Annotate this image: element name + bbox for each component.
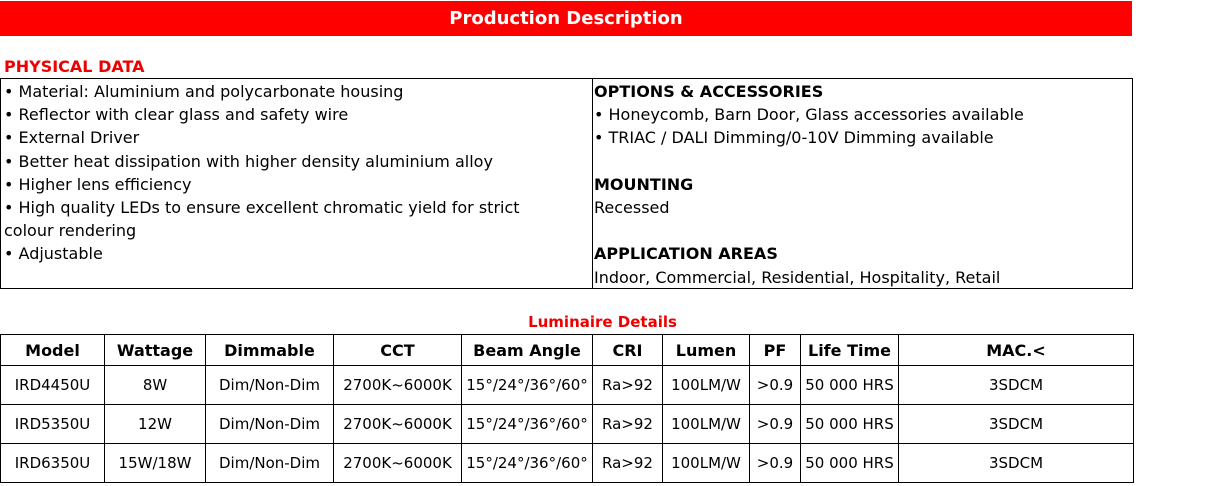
table-cell: 8W	[105, 366, 206, 405]
options-heading: OPTIONS & ACCESSORIES	[594, 82, 824, 101]
physical-data-box	[0, 78, 1133, 289]
table-cell: Dim/Non-Dim	[206, 366, 334, 405]
feature-line: • Reflector with clear glass and safety wire	[4, 105, 349, 125]
table-cell: 2700K~6000K	[334, 444, 462, 483]
feature-line: • High quality LEDs to ensure excellent chromatic yield for strict	[4, 198, 520, 218]
feature-line: • Material: Aluminium and polycarbonate housing	[4, 82, 404, 101]
table-cell: 15°/24°/36°/60°	[462, 366, 593, 405]
table-cell: 15W/18W	[105, 444, 206, 483]
application-heading: APPLICATION AREAS	[594, 244, 778, 264]
table-cell: >0.9	[750, 444, 801, 483]
feature-line: colour rendering	[4, 221, 137, 241]
table-cell: 15°/24°/36°/60°	[462, 444, 593, 483]
table-cell: 50 000 HRS	[801, 366, 899, 405]
column-header: CRI	[593, 335, 663, 366]
option-line: • TRIAC / DALI Dimming/0-10V Dimming available	[594, 128, 994, 148]
options-mounting-panel	[594, 80, 1129, 289]
table-cell: >0.9	[750, 366, 801, 405]
table-cell: IRD5350U	[1, 405, 105, 444]
column-header: Life Time	[801, 335, 899, 366]
table-cell: 50 000 HRS	[801, 405, 899, 444]
page-title: Production Description	[449, 8, 683, 29]
table-cell: Ra>92	[593, 366, 663, 405]
table-cell: >0.9	[750, 405, 801, 444]
table-cell: 3SDCM	[899, 366, 1134, 405]
table-row	[1, 366, 1134, 405]
feature-line: • External Driver	[4, 128, 140, 148]
column-header: MAC.<	[899, 335, 1134, 366]
table-row	[1, 444, 1134, 483]
mounting-heading: MOUNTING	[594, 174, 694, 194]
table-cell: 100LM/W	[663, 444, 750, 483]
table-cell: 2700K~6000K	[334, 366, 462, 405]
column-header: Dimmable	[206, 335, 334, 366]
physical-data-title: PHYSICAL DATA	[4, 57, 145, 76]
luminaire-details-title: Luminaire Details	[528, 313, 677, 331]
table-cell: IRD6350U	[1, 444, 105, 483]
table-cell: 50 000 HRS	[801, 444, 899, 483]
table-cell: Ra>92	[593, 444, 663, 483]
table-cell: 15°/24°/36°/60°	[462, 405, 593, 444]
feature-line: • Better heat dissipation with higher density aluminium alloy	[4, 151, 493, 171]
feature-line: • Adjustable	[4, 244, 103, 264]
table-row	[1, 405, 1134, 444]
table-cell: 3SDCM	[899, 405, 1134, 444]
feature-line: • Higher lens efficiency	[4, 174, 192, 194]
column-header: PF	[750, 335, 801, 366]
luminaire-table	[0, 334, 1134, 483]
table-cell: 3SDCM	[899, 444, 1134, 483]
mounting-value: Recessed	[594, 198, 670, 217]
column-header: Lumen	[663, 335, 750, 366]
column-divider	[592, 79, 593, 288]
physical-features-list	[4, 80, 584, 266]
table-cell: Ra>92	[593, 405, 663, 444]
column-header: Model	[1, 335, 105, 366]
table-cell: Dim/Non-Dim	[206, 405, 334, 444]
table-cell: 2700K~6000K	[334, 405, 462, 444]
application-value: Indoor, Commercial, Residential, Hospitality, Retail	[594, 267, 1001, 287]
table-header-row	[1, 335, 1134, 366]
table-cell: 100LM/W	[663, 366, 750, 405]
table-cell: 100LM/W	[663, 405, 750, 444]
column-header: CCT	[334, 335, 462, 366]
column-header: Wattage	[105, 335, 206, 366]
page-title-banner	[0, 1, 1132, 36]
column-header: Beam Angle	[462, 335, 593, 366]
table-cell: IRD4450U	[1, 366, 105, 405]
table-cell: 12W	[105, 405, 206, 444]
option-line: • Honeycomb, Barn Door, Glass accessories available	[594, 105, 1024, 125]
table-cell: Dim/Non-Dim	[206, 444, 334, 483]
